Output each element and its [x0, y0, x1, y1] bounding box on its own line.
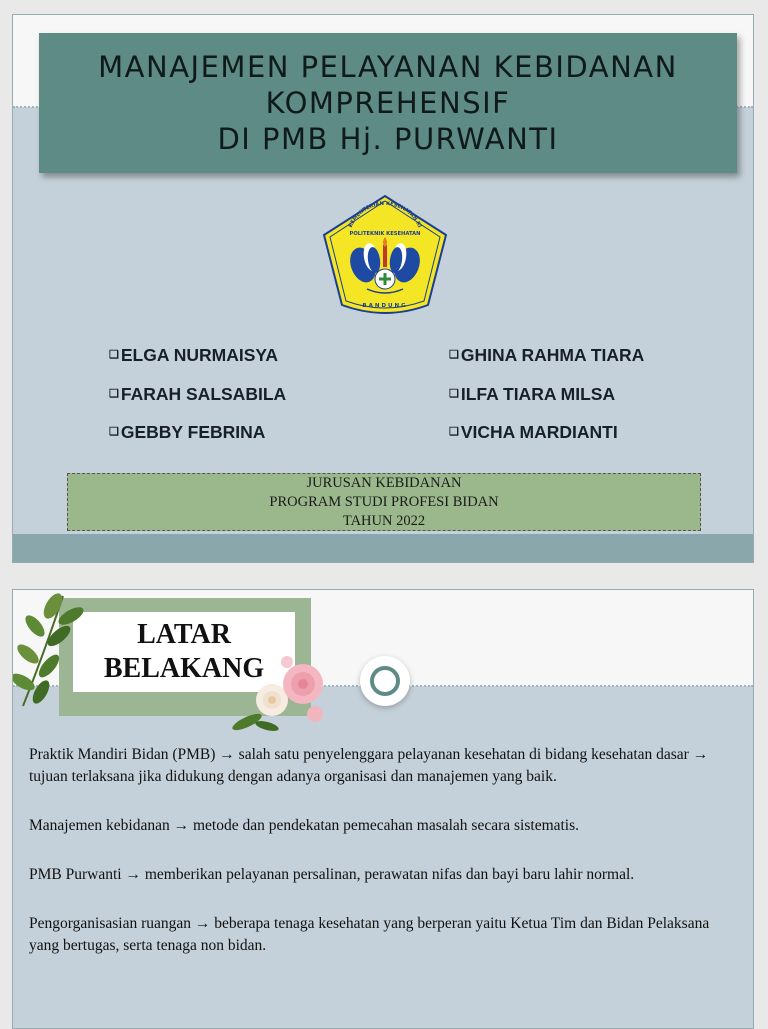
title-line-2: KOMPREHENSIF: [265, 86, 511, 120]
member-name: GEBBY FEBRINA: [120, 422, 266, 442]
member-name: GHINA RAHMA TIARA: [460, 345, 645, 365]
member-name: ELGA NURMAISYA: [120, 345, 279, 365]
logo-top-text: KEMENTERIAN KESEHATAN RI: [347, 200, 423, 229]
dept-line-1: JURUSAN KEBIDANAN: [306, 474, 462, 491]
department-box: [67, 473, 701, 531]
member-list-right: [449, 345, 644, 461]
leaf-decoration-icon: [13, 589, 103, 716]
list-item: [109, 345, 286, 384]
list-item: [449, 384, 644, 423]
background-slide: [12, 589, 754, 1029]
flower-decoration-icon: [227, 652, 337, 732]
checkbox-bullet-icon: ❑: [109, 349, 119, 361]
checkbox-bullet-icon: ❑: [449, 426, 459, 438]
poltekkes-bandung-logo: [319, 193, 451, 323]
member-name: VICHA MARDIANTI: [460, 422, 618, 442]
slide-bottom-band: [13, 534, 753, 562]
logo-bottom-text: BANDUNG: [362, 303, 408, 309]
member-name: FARAH SALSABILA: [120, 383, 287, 404]
title-line-3: DI PMB Hj. PURWANTI: [217, 122, 559, 156]
paragraph: Praktik Mandiri Bidan (PMB) → salah satu penyelenggara pelayanan kesehatan di bidang kesehatan dasar → tujuan terlaksana jika didukung dengan adanya organisasi dan manajemen yang baik.: [29, 746, 709, 785]
list-item: [109, 422, 286, 461]
checkbox-bullet-icon: ❑: [109, 387, 119, 400]
slide-title: [39, 33, 737, 173]
paragraph: PMB Purwanti → memberikan pelayanan persalinan, perawatan nifas dan bayi baru lahir normal.: [29, 866, 635, 883]
dept-line-3: TAHUN 2022: [342, 512, 426, 529]
member-list-left: [109, 345, 286, 461]
member-name: ILFA TIARA MILSA: [460, 383, 616, 404]
logo-sub-text: POLITEKNIK KESEHATAN: [349, 231, 421, 237]
list-item: [449, 345, 644, 384]
body-text: [29, 744, 719, 984]
title-slide: [12, 14, 754, 563]
title-line-1: MANAJEMEN PELAYANAN KEBIDANAN: [98, 50, 678, 84]
ring-ornament-icon: [360, 656, 410, 706]
paragraph: Pengorganisasian ruangan → beberapa tenaga kesehatan yang berperan yaitu Ketua Tim dan Bidan Pelaksana yang bertugas, serta tenaga non bidan.: [29, 915, 710, 954]
paragraph: Manajemen kebidanan → metode dan pendekatan pemecahan masalah secara sistematis.: [29, 817, 580, 834]
checkbox-bullet-icon: ❑: [449, 387, 459, 400]
heading-line-2: BELAKANG: [103, 653, 265, 684]
checkbox-bullet-icon: ❑: [449, 349, 459, 361]
list-item: [109, 384, 286, 423]
checkbox-bullet-icon: ❑: [109, 426, 119, 438]
list-item: [449, 422, 644, 461]
dept-line-2: PROGRAM STUDI PROFESI BIDAN: [269, 493, 499, 510]
heading-line-1: LATAR: [137, 619, 231, 650]
